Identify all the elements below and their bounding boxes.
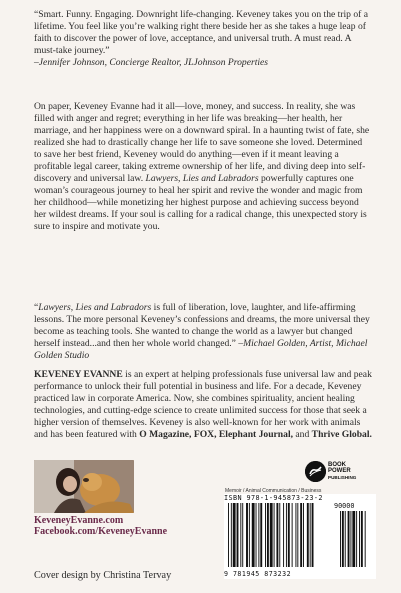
- price-barcode-bar: [352, 511, 355, 567]
- author-bio: [34, 369, 372, 441]
- barcode-bar: [246, 503, 248, 567]
- price-code: 90000: [334, 502, 355, 510]
- barcode-bar: [249, 503, 250, 567]
- testimonial-michael-golden: [34, 302, 372, 362]
- testimonial-attribution: –Jennifer Johnson, Concierge Realtor, JLJohnson Properties: [34, 57, 269, 68]
- barcode-bar: [252, 503, 255, 567]
- barcode-bar: [312, 503, 314, 567]
- isbn-barcode: [224, 494, 376, 579]
- barcode-digits: 9 781945 873232: [224, 570, 292, 578]
- publisher-name: [328, 462, 356, 481]
- barcode-bar: [256, 503, 257, 567]
- author-photo: [34, 460, 134, 513]
- book-description: [34, 101, 372, 233]
- barcode-bar: [228, 503, 229, 567]
- testimonial-text: is full of liberation, love, laughter, and life-affirming lessons. The more personal Keveney’s confessions and dreams, the more universal they become as teaching tools. She wanted to change the world as a lawyer but changed herself instead...and then her whole world changed.”: [34, 302, 370, 349]
- barcode-bar: [242, 503, 243, 567]
- barcode-bar: [233, 503, 236, 567]
- barcode-bar: [240, 503, 241, 567]
- price-barcode-bar: [359, 511, 360, 567]
- publisher-line3: PUBLISHING: [328, 474, 357, 480]
- barcode-bar: [274, 503, 275, 567]
- barcode-bar: [276, 503, 278, 567]
- barcode-bar: [283, 503, 284, 567]
- book-title-italic: Lawyers, Lies and Labradors: [145, 173, 259, 184]
- barcode-bars: [224, 503, 376, 569]
- barcode-bar: [258, 503, 259, 567]
- testimonial-quote: “Smart. Funny. Engaging. Downright life-changing. Keveney takes you on the trip of a lifetime. You feel like you’re walking right there beside her as she takes a huge leap of faith to discover the power of love, acceptance, and universal truth. A must read. A must-take journey.”: [34, 9, 369, 56]
- barcode-bar: [310, 503, 311, 567]
- barcode-bar: [300, 503, 302, 567]
- description-part2: powerfully captures one woman’s courageous journey to heal her spirit and revive the wonder and magic from her childhood—while monetizing her highest purpose and achieving success beyond her wildest dreams. If your soul is calling for a radical change, this unexpected story is sure to inspire and motivate you.: [34, 173, 367, 232]
- barcode-bar: [265, 503, 266, 567]
- barcode-bar: [303, 503, 304, 567]
- price-barcode-bar: [361, 511, 363, 567]
- open-quote: “: [34, 302, 39, 313]
- barcode-bar: [237, 503, 239, 567]
- price-barcode-bar: [348, 511, 350, 567]
- barcode-bar: [295, 503, 296, 567]
- barcode-bar: [279, 503, 280, 567]
- barcode-bar: [288, 503, 290, 567]
- bio-text2: and: [293, 429, 312, 440]
- publisher-line2: POWER: [328, 468, 351, 475]
- book-title-italic: Lawyers, Lies and Labradors: [38, 302, 152, 313]
- book-category: Memoir / Animal Communication / Business: [225, 488, 322, 494]
- barcode-bar: [267, 503, 269, 567]
- description-part1: On paper, Keveney Evanne had it all—love, money, and success. In reality, she was filled with anger and regret; everything in her life was breaking—her health, her marriage, and her happiness were on a downward spiral. In a haunting twist of fate, she realized she had to drastically change her life to save someone she loved. Determined to save her best friend, Keveney would do anything—even if it meant leaving a profitable legal career, taking extreme ownership of her life, and diving deep into self-discovery and universal law.: [34, 101, 370, 184]
- barcode-bar: [292, 503, 293, 567]
- price-barcode-bar: [350, 511, 351, 567]
- cover-design-credit: Cover design by Christina Tervay: [34, 570, 172, 581]
- price-barcode-bar: [365, 511, 366, 567]
- barcode-bar: [297, 503, 298, 567]
- isbn-number: ISBN 978-1-945873-23-2: [224, 494, 323, 502]
- price-barcode-bar: [342, 511, 344, 567]
- author-links: [34, 515, 167, 537]
- barcode-bar: [260, 503, 262, 567]
- barcode-bar: [307, 503, 309, 567]
- bio-text1: is an expert at helping professionals fuse universal law and peak performance to unlock their full potential in business and life. For a decade, Keveney practiced law in corporate America. Now, she combines spirituality, ancient healing technologies, and cutting-edge science to create unlimited success for those that seek a higher version of themselves. Keveney is also well-known for her work with animals and has been featured with: [34, 369, 372, 440]
- publisher-line1: BOOK: [328, 462, 346, 468]
- barcode-bar: [286, 503, 287, 567]
- testimonial-attribution: –Michael Golden, Artist, Michael Golden Studio: [34, 338, 368, 361]
- author-name: KEVENEY EVANNE: [34, 369, 123, 380]
- barcode-bar: [270, 503, 273, 567]
- price-barcode-bar: [356, 511, 357, 567]
- publisher-logo-icon: [305, 461, 326, 482]
- facebook-link[interactable]: Facebook.com/KeveneyEvanne: [34, 526, 168, 537]
- press-mentions-1: O Magazine, FOX, Elephant Journal,: [139, 429, 294, 440]
- barcode-bar: [231, 503, 232, 567]
- testimonial-jennifer-johnson: [34, 9, 372, 69]
- publisher-logo: [305, 461, 377, 485]
- price-barcode-bar: [345, 511, 346, 567]
- price-barcode-bar: [340, 511, 341, 567]
- press-mentions-2: Thrive Global.: [311, 429, 372, 440]
- website-link[interactable]: KeveneyEvanne.com: [34, 515, 124, 526]
